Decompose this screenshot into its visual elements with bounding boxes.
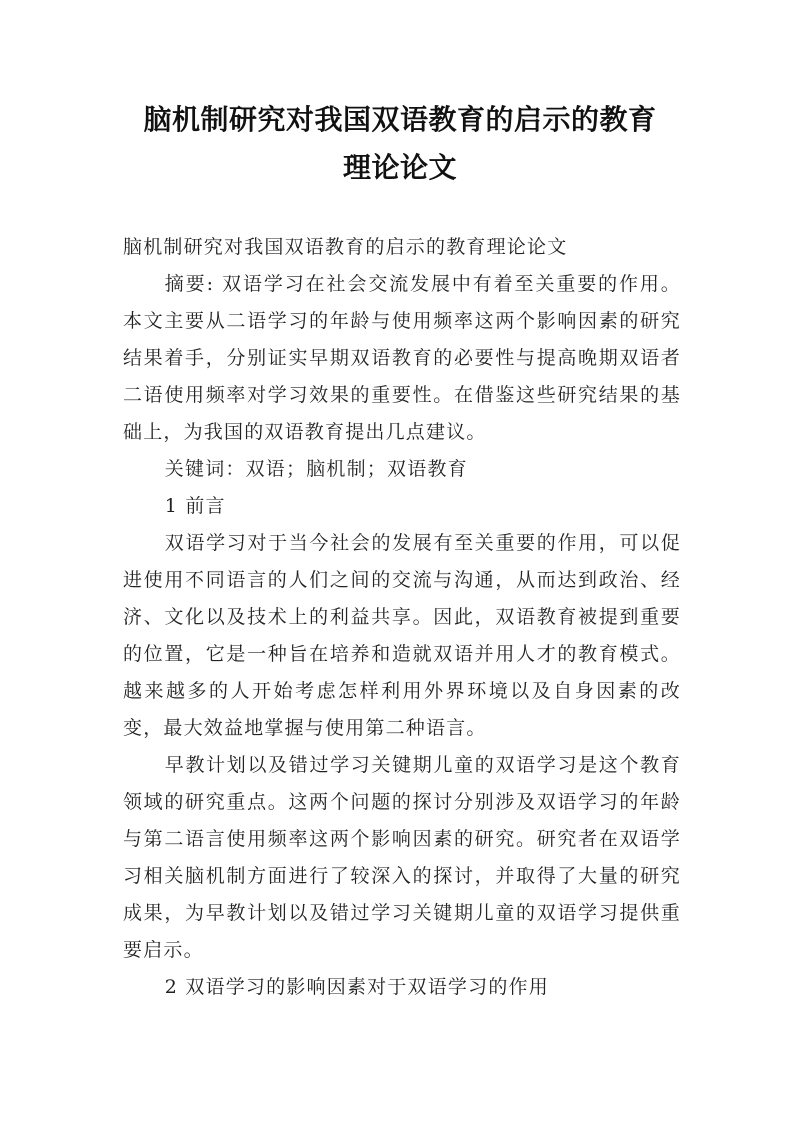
section-1-heading: 1 前言: [164, 495, 226, 517]
document-title: [100, 96, 700, 192]
title-line-2: 理论论文: [342, 151, 457, 184]
document-body: [123, 229, 681, 1006]
section-2-heading: 2 双语学习的影响因素对于双语学习的作用: [164, 976, 549, 998]
document-subtitle: 脑机制研究对我国双语教育的启示的教育理论论文: [123, 236, 568, 258]
section-1-paragraph-1: 双语学习对于当今社会的发展有至关重要的作用，可以促进使用不同语言的人们之间的交流与沟通，从而达到政治、经济、文化以及技术上的利益共享。因此，双语教育被提到重要的位置，它是一种旨在培养和造就双语并用人才的教育模式。越来越多的人开始考虑怎样利用外界环境以及自身因素的改变，最大效益地掌握与使用第二种语言。: [123, 532, 681, 739]
section-1-paragraph-2: 早教计划以及错过学习关键期儿童的双语学习是这个教育领域的研究重点。这两个问题的探讨分别涉及双语学习的年龄与第二语言使用频率这两个影响因素的研究。研究者在双语学习相关脑机制方面进行了较深入的探讨，并取得了大量的研究成果，为早教计划以及错过学习关键期儿童的双语学习提供重要启示。: [123, 754, 681, 961]
title-line-1: 脑机制研究对我国双语教育的启示的教育: [143, 103, 657, 136]
keywords-paragraph: 关键词：双语；脑机制；双语教育: [164, 458, 468, 480]
abstract-paragraph: 摘要: 双语学习在社会交流发展中有着至关重要的作用。本文主要从二语学习的年龄与使用频率这两个影响因素的研究结果着手，分别证实早期双语教育的必要性与提高晚期双语者二语使用频率对学习效果的重要性。在借鉴这些研究结果的基础上，为我国的双语教育提出几点建议。: [123, 273, 681, 443]
